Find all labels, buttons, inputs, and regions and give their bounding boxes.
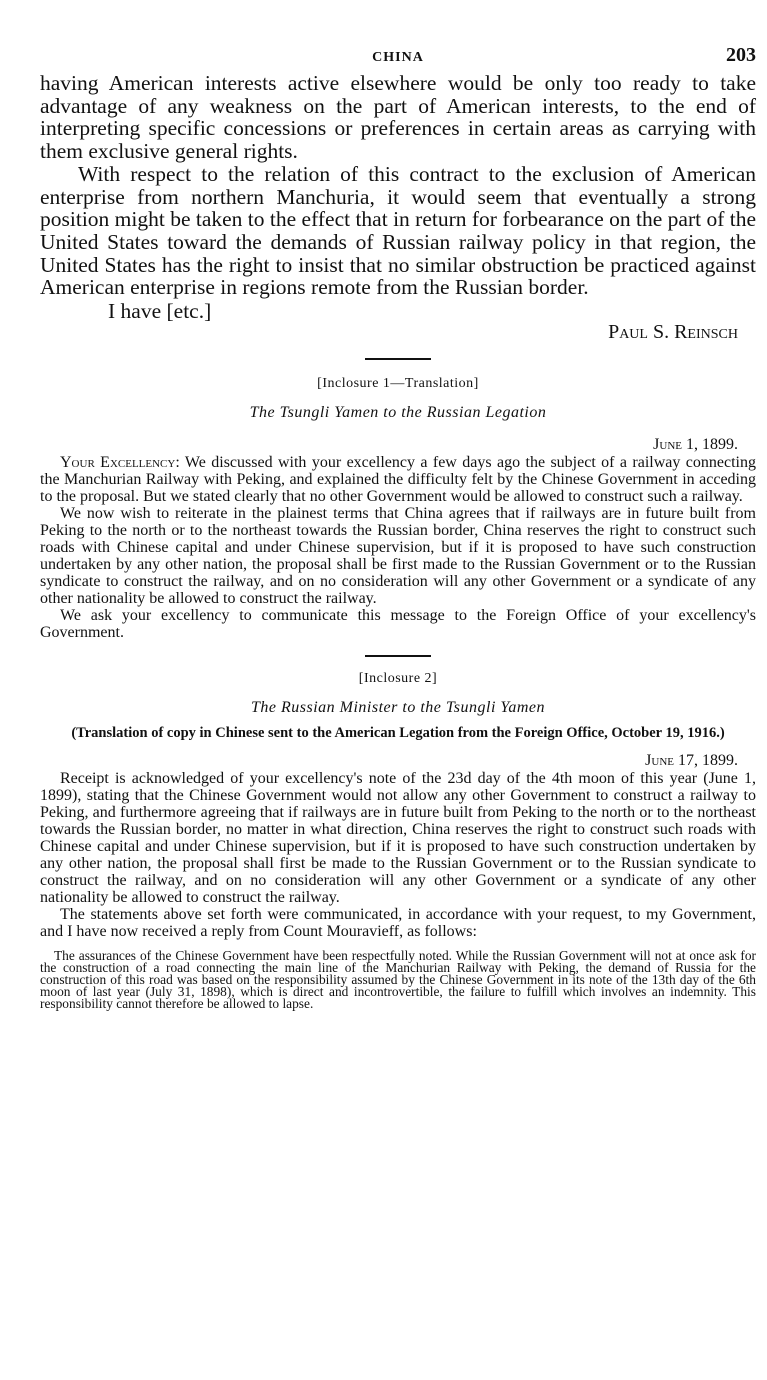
page-number: 203 — [726, 44, 756, 66]
inclosure-1-date: June 1, 1899. — [653, 436, 738, 454]
inclosure-2-date: June 17, 1899. — [645, 752, 738, 770]
section-divider — [365, 655, 431, 657]
inclosure-1-label: [Inclosure 1—Translation] — [317, 376, 479, 392]
running-title: CHINA — [372, 50, 424, 65]
inclosure-1-paragraph-3: We ask your excellency to communicate this message to the Foreign Office of your excellency's Government. — [40, 607, 756, 642]
inclosure-2-paragraph-1: Receipt is acknowledged of your excellency's note of the 23d day of the 4th moon of this year (June 1, 1899), stating that the Chinese Government would not allow any other Government to construct a railway to Peking, and furthermore agreeing that if railways are in future built from Peking to the north or to the northeast towards the Russian border, no matter in what direction, China reserves the right to construct such roads with Chinese capital and under Chinese supervision, but if it is proposed to have such construction undertaken by any other nation, the proposal shall first be made to the Russian Government or to the Russian syndicate to construct the railway, and on no consideration will any other Government or a syndicate of any other nationality be allowed to construct the railway. — [40, 770, 756, 907]
inclosure-2-title: The Russian Minister to the Tsungli Yamen — [250, 699, 545, 717]
letter-paragraph-2: With respect to the relation of this contract to the exclusion of American enterprise from northern Manchuria, it would seem that eventually a strong position might be taken to the effect that in return for forbearance on the part of the United States toward the demands of Russian railway policy in that region, the United States has the right to insist that no similar obstruction be practiced against American enterprise in regions remote from the Russian border. — [40, 161, 757, 300]
inclosure-1-paragraph-1-text: We discussed with your excellency a few days ago the subject of a railway connecting the Manchurian Railway with Peking, and explained the difficulty felt by the Chinese Government in acceding to the proposal. But we stated clearly that no other Government would be allowed to construct such a railway. — [40, 454, 757, 506]
quoted-reply: The assurances of the Chinese Government have been respectfully noted. While the Russian Government will not at once ask for the construction of a road connecting the main line of the Manchurian Railway with Peking, the demand of Russia for the construction of this road was based on the responsibility assumed by the Chinese Government in its note of the 13th day of the 6th moon of last year (July 31, 1898), which is direct and incontrovertible, the failure to fulfill which involves an indemnity. This responsibility cannot therefore be allowed to lapse. — [40, 948, 756, 1012]
inclosure-1-title: The Tsungli Yamen to the Russian Legation — [249, 404, 547, 422]
inclosure-1-paragraph-1 — [40, 454, 756, 505]
letter-paragraph-1: having American interests active elsewhere would be only too ready to take advantage of any weakness on the part of American interests, to the end of interpreting specific concessions or preferences in certain areas as carrying with them exclusive general rights. — [40, 71, 756, 164]
section-divider — [365, 358, 431, 360]
letter-closing: I have [etc.] — [108, 299, 212, 324]
translation-note: (Translation of copy in Chinese sent to the American Legation from the Foreign Office, October 19, 1916.) — [71, 725, 725, 742]
running-head — [40, 44, 756, 72]
salutation: Your Excellency: — [60, 454, 180, 472]
inclosure-2-label: [Inclosure 2] — [358, 671, 438, 687]
inclosure-1-paragraph-2: We now wish to reiterate in the plainest terms that China agrees that if railways are in future built from Peking to the north or to the northeast towards the Russian border, China reserves the right to construct such roads with Chinese capital and under Chinese supervision, but if it is proposed to have such construction undertaken by any other nation, the proposal shall be first made to the Russian Government or to the Russian syndicate to construct the railway, and on no consideration will any other Government or a syndicate of any other nationality be allowed to construct the railway. — [40, 505, 756, 608]
letter-signature: Paul S. Reinsch — [608, 321, 738, 344]
inclosure-2-paragraph-2: The statements above set forth were communicated, in accordance with your request, to my Government, and I have now received a reply from Count Mouravieff, as follows: — [40, 906, 756, 941]
document-page — [40, 44, 756, 1010]
